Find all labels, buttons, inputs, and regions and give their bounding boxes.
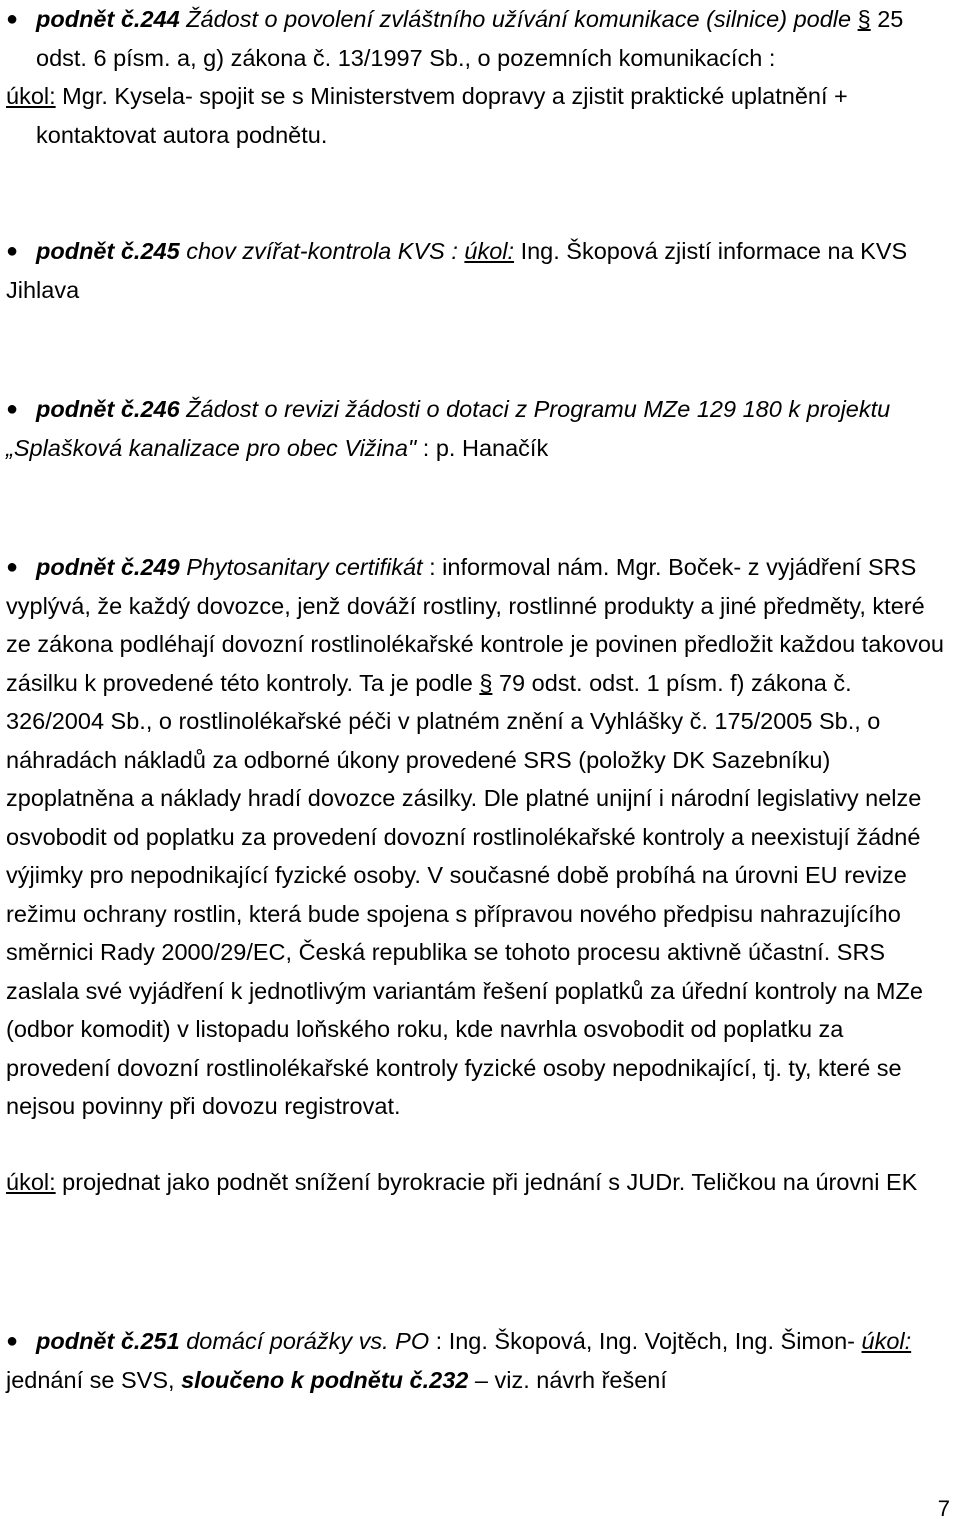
item-244-task-text: Mgr. Kysela- spojit se s Ministerstvem dopravy a zjistit praktické uplatnění + kontaktovat autora podnětu. bbox=[36, 83, 848, 148]
section-sign: § bbox=[479, 669, 493, 696]
item-246 bbox=[6, 390, 954, 467]
item-251-number: podnět č.251 bbox=[36, 1328, 180, 1354]
section-sign: § bbox=[857, 6, 871, 32]
item-249-task bbox=[6, 1163, 954, 1202]
bullet-245: ● bbox=[6, 240, 19, 262]
item-244 bbox=[6, 0, 954, 154]
item-251-task-text: jednání se SVS, bbox=[6, 1366, 175, 1393]
item-244-rest1: 25 bbox=[877, 6, 904, 32]
item-249-body: 79 odst. odst. 1 písm. f) zákona č. 326/2004 Sb., o rostlinolékařské péči v platném znění a Vyhlášky č. 175/2005 Sb., o náhradách nákladů za odborné úkony provedené SRS (položky DK Sazebníku) zpoplatněna a náklady hradí dovozce zásilky. Dle platné unijní i národní legislativy nelze osvobodit od poplatku za provedení dovozní rostlinolékařské kontroly a neexistují žádné výjimky pro nepodnikající fyzické osoby. V současné době probíhá na úrovni EU revize režimu ochrany rostlin, která bude spojena s přípravou nového předpisu nahrazujícího směrnici Rady 2000/29/EC, Česká republika se tohoto procesu aktivně účastní. SRS zaslala své vyjádření k jednotlivým variantám řešení poplatků za úřední kontroly na MZe (odbor komodit) v listopadu loňského roku, kde navrhla osvobodit od poplatku za provedení dovozní rostlinolékařské kontroly fyzické osoby nepodnikající, tj. ty, které se nejsou povinny při dovozu registrovat. bbox=[6, 669, 923, 1119]
item-246-number: podnět č.246 bbox=[36, 396, 180, 422]
item-244-rest2: odst. 6 písm. a, g) zákona č. 13/1997 Sb., o pozemních komunikacích : bbox=[36, 44, 776, 71]
item-245-task-text: Ing. Škopová zjistí informace na KVS Jihlava bbox=[6, 238, 908, 303]
item-249-task-label: úkol: bbox=[6, 1169, 56, 1195]
bullet-251: ● bbox=[6, 1330, 19, 1352]
bullet-249: ● bbox=[6, 556, 19, 578]
item-249-number: podnět č.249 bbox=[36, 554, 180, 580]
item-251-resp: : Ing. Škopová, Ing. Vojtěch, Ing. Šimon- bbox=[435, 1328, 855, 1354]
item-251-task-label: úkol: bbox=[861, 1328, 912, 1354]
item-249-task-text: projednat jako podnět snížení byrokracie při jednání s JUDr. Teličkou na úrovni EK bbox=[62, 1169, 918, 1195]
item-251-tail: viz. návrh řešení bbox=[494, 1366, 667, 1393]
item-251-dash: – bbox=[474, 1366, 488, 1393]
page-number: 7 bbox=[937, 1496, 950, 1521]
item-246-resp: : p. Hanačík bbox=[422, 434, 549, 461]
item-244-task-label: úkol: bbox=[6, 83, 56, 109]
item-245-number: podnět č.245 bbox=[36, 238, 180, 264]
item-251-merged: sloučeno k podnětu č.232 bbox=[181, 1366, 469, 1393]
item-251-title: domácí porážky vs. PO bbox=[186, 1328, 430, 1354]
bullet-246: ● bbox=[6, 398, 19, 420]
bullet-244: ● bbox=[6, 8, 19, 30]
item-245 bbox=[6, 232, 954, 309]
item-251 bbox=[6, 1322, 954, 1399]
item-245-task-label: úkol: bbox=[464, 238, 515, 264]
item-246-title: Žádost o revizi žádosti o dotaci z Programu MZe 129 180 k projektu „Splašková kanalizace pro obec Vižina" bbox=[6, 396, 891, 461]
item-245-title: chov zvířat-kontrola KVS : bbox=[186, 238, 458, 264]
item-249 bbox=[6, 548, 954, 1126]
item-249-intro: : informoval nám. Mgr. Boček- z vyjádření SRS vyplývá, že každý dovozce, jenž dováží rostliny, rostlinné produkty a jiné předměty, které ze zákona podléhají dovozní rostlinolékařské kontrole je povinen předložit každou takovou zásilku k provedené této kontroly. Ta je podle bbox=[6, 554, 944, 696]
item-244-title: Žádost o povolení zvláštního užívání komunikace (silnice) podle bbox=[186, 6, 852, 32]
item-249-title: Phytosanitary certifikát bbox=[186, 554, 423, 580]
item-244-number: podnět č.244 bbox=[36, 6, 180, 32]
